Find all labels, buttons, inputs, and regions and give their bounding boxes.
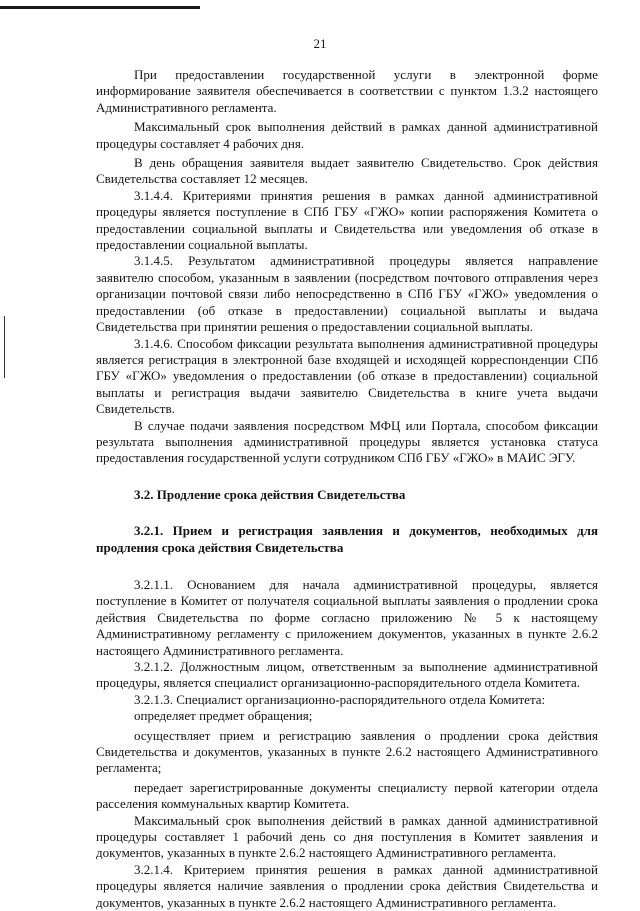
paragraph: Максимальный срок выполнения действий в рамках данной административной процедуры составляет 1 рабочий день со дня поступления в Комитет заявления и документов, указанных в пункте 2.6.2 настоящего Административного регламента. bbox=[96, 812, 598, 861]
paragraph: 3.1.4.5. Результатом административной процедуры является направление заявителю способом, указанным в заявлении (посредством почтового отправления через организации почтовой связи либо непосредственно в СПб ГБУ «ГЖО» уведомления о предоставлении (об отказе в предоставлении) социальной выплаты и выдача Свидетельства при принятии решения о предоставлении социальной выплаты. bbox=[96, 253, 598, 335]
paragraph: В случае подачи заявления посредством МФЦ или Портала, способом фиксации результата выполнения административной процедуры является установка статуса предоставления государственной услуги сотрудником СПб ГБУ «ГЖО» в МАИС ЭГУ. bbox=[96, 417, 598, 466]
paragraph: 3.1.4.6. Способом фиксации результата выполнения административной процедуры является регистрация в электронной базе входящей и исходящей корреспонденции СПб ГБУ «ГЖО» уведомления о предоставлении (об отказе в предоставлении) социальной выплаты и регистрация выдачи заявителю Свидетельства в книге учета выдачи Свидетельств. bbox=[96, 335, 598, 417]
scan-margin-mark bbox=[4, 316, 5, 378]
list-item: передает зарегистрированные документы специалисту первой категории отдела расселения коммунальных квартир Комитета. bbox=[96, 779, 598, 812]
paragraph: 3.2.1.2. Должностным лицом, ответственным за выполнение административной процедуры, является специалист организационно-распорядительного отдела Комитета. bbox=[96, 659, 598, 691]
section-heading: 3.2. Продление срока действия Свидетельства bbox=[134, 486, 406, 502]
paragraph: В день обращения заявителя выдает заявителю Свидетельство. Срок действия Свидетельства составляет 12 месяцев. bbox=[96, 155, 598, 187]
paragraph: Максимальный срок выполнения действий в рамках данной административной процедуры составляет 4 рабочих дня. bbox=[96, 119, 598, 151]
document-body bbox=[96, 67, 598, 911]
list-item: осуществляет прием и регистрацию заявления о продлении срока действия Свидетельства и документов, указанных в пункте 2.6.2 настоящего Административного регламента; bbox=[96, 727, 598, 776]
list-item: определяет предмет обращения; bbox=[134, 708, 313, 724]
paragraph: 3.2.1.3. Специалист организационно-распорядительного отдела Комитета: bbox=[134, 691, 546, 707]
paragraph: При предоставлении государственной услуги в электронной форме информирование заявителя обеспечивается в соответствии с пунктом 1.3.2 настоящего Административного регламента. bbox=[96, 67, 598, 115]
paragraph: 3.1.4.4. Критериями принятия решения в рамках данной административной процедуры является поступление в СПб ГБУ «ГЖО» копии распоряжения Комитета о предоставлении социальной выплаты и Свидетельства или уведомления об отказе в предоставлении социальной выплаты. bbox=[96, 187, 598, 253]
paragraph: 3.2.1.4. Критерием принятия решения в рамках данной административной процедуры является наличие заявления о продлении срока действия Свидетельства и документов, указанных в пункте 2.6.2 настоящего Административного регламента. bbox=[96, 861, 598, 910]
scan-top-rule bbox=[0, 6, 200, 9]
paragraph: 3.2.1.1. Основанием для начала административной процедуры, является поступление в Комитет от получателя социальной выплаты заявления о продлении срока действия Свидетельства по форме согласно приложению № 5 к настоящему Административному регламенту с приложением документов, указанных в пункте 2.6.2 настоящего Административного регламента. bbox=[96, 576, 598, 658]
page-number: 21 bbox=[313, 36, 327, 51]
subsection-heading: 3.2.1. Прием и регистрация заявления и документов, необходимых для продления срока действия Свидетельства bbox=[96, 523, 598, 555]
